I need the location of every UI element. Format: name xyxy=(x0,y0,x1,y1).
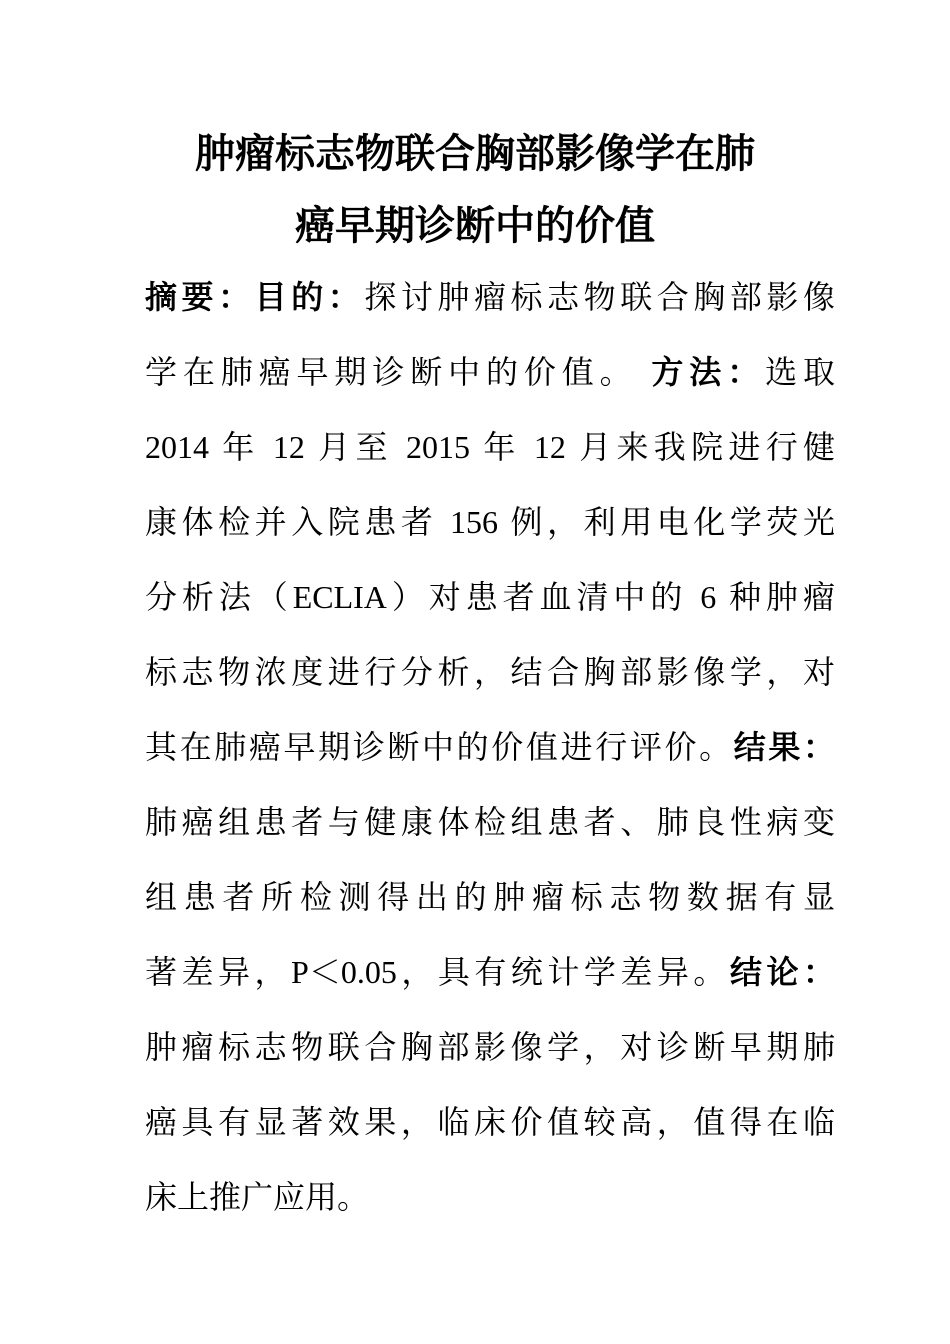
conclusion-label: 结论： xyxy=(729,953,835,991)
abstract-line-9: 组患者所检测得出的肿瘤标志物数据有显 xyxy=(145,879,835,915)
title-line-1: 肿瘤标志物联合胸部影像学在肺 xyxy=(195,131,755,177)
abstract-line-10 xyxy=(145,935,835,1010)
result-text-10: 著差异，P＜0.05，具有统计学差异。 xyxy=(145,954,730,990)
abstract-line-6: 标志物浓度进行分析，结合胸部影像学，对 xyxy=(145,654,835,690)
abstract-line-1 xyxy=(145,260,835,335)
method-label: 方法： xyxy=(651,353,766,391)
abstract-line-3: 2014 年 12 月至 2015 年 12 月来我院进行健 xyxy=(145,429,835,465)
page-title xyxy=(120,118,830,262)
abstract-line-2 xyxy=(145,335,835,410)
purpose-text-1: 探讨肿瘤标志物联合胸部影像 xyxy=(364,279,835,315)
title-line-2: 癌早期诊断中的价值 xyxy=(295,203,655,249)
abstract-line-11: 肿瘤标志物联合胸部影像学，对诊断早期肺 xyxy=(145,1029,835,1065)
abstract-line-4: 康体检并入院患者 156 例，利用电化学荧光 xyxy=(145,504,835,540)
result-label: 结果： xyxy=(733,728,835,766)
abstract-line-12: 癌具有显著效果，临床价值较高，值得在临 xyxy=(145,1104,835,1140)
purpose-text-2: 学在肺癌早期诊断中的价值。 xyxy=(145,354,638,390)
abstract-line-8: 肺癌组患者与健康体检组患者、肺良性病变 xyxy=(145,804,835,840)
abstract-label: 摘要： xyxy=(145,278,255,316)
method-text-7: 其在肺癌早期诊断中的价值进行评价。 xyxy=(145,729,734,765)
method-text-1: 选取 xyxy=(765,354,835,390)
abstract-line-7 xyxy=(145,710,835,785)
abstract-paragraph xyxy=(145,260,835,1235)
abstract-line-13: 床上推广应用。 xyxy=(145,1179,370,1215)
abstract-line-5: 分析法（ECLIA）对患者血清中的 6 种肿瘤 xyxy=(145,579,835,615)
purpose-label: 目的： xyxy=(254,278,365,316)
